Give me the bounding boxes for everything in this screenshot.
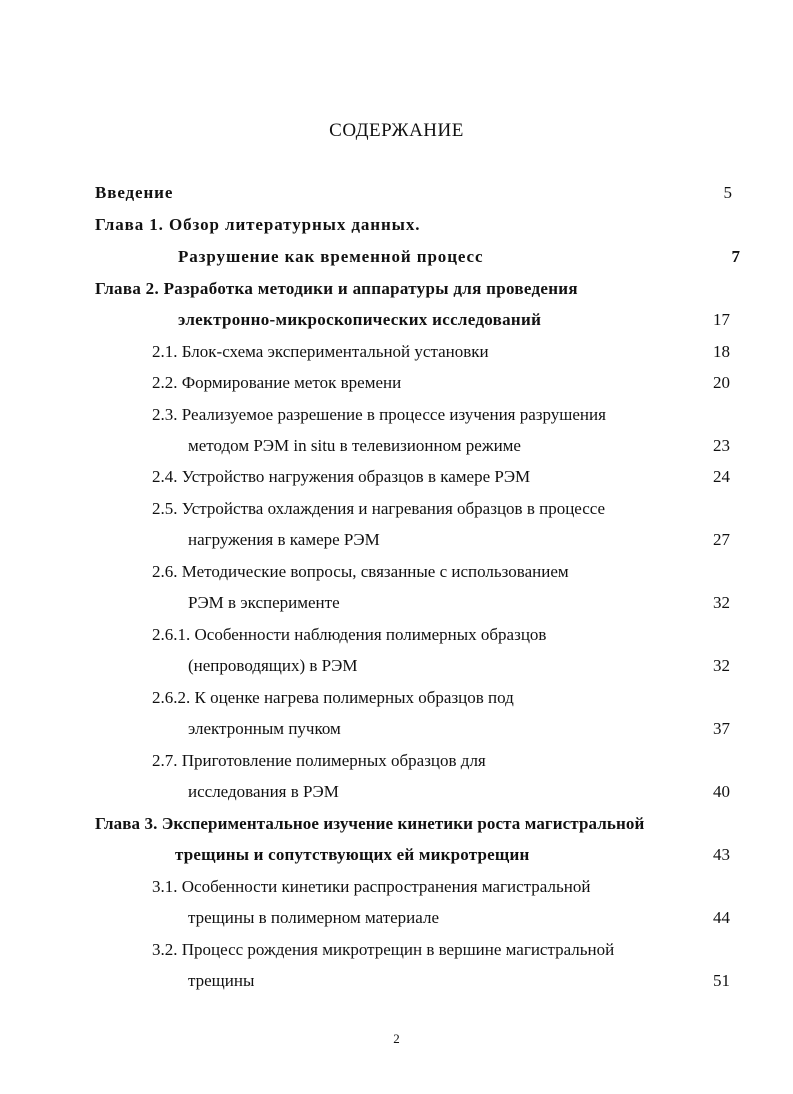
toc-entry-3-2: 3.2. Процесс рождения микротрещин в вершине магистральной xyxy=(152,940,615,959)
toc-entry-2-6-1: 2.6.1. Особенности наблюдения полимерных образцов xyxy=(152,625,547,644)
toc-entry-chapter-3: Глава 3. Экспериментальное изучение кинетики роста магистральной xyxy=(95,814,645,833)
toc-entry-chapter-1: Глава 1. Обзор литературных данных. xyxy=(95,215,421,234)
toc-page-2-6-2: 37 xyxy=(713,719,730,738)
toc-entry-2-6-cont: РЭМ в эксперименте xyxy=(188,593,340,612)
toc-entry-3-2-cont: трещины xyxy=(188,971,255,990)
toc-page-chapter-2: 17 xyxy=(713,310,730,329)
toc-entry-2-3: 2.3. Реализуемое разрешение в процессе изучения разрушения xyxy=(152,405,606,424)
toc-entry-2-3-cont: методом РЭМ in situ в телевизионном режиме xyxy=(188,436,521,455)
toc-page-2-6-1: 32 xyxy=(713,656,730,675)
toc-page-2-7: 40 xyxy=(713,782,730,801)
toc-entry-2-5: 2.5. Устройства охлаждения и нагревания образцов в процессе xyxy=(152,499,606,518)
toc-page-2-1: 18 xyxy=(713,342,730,361)
toc-entry-chapter-2: Глава 2. Разработка методики и аппаратуры для проведения xyxy=(95,279,578,298)
page-title: СОДЕРЖАНИЕ xyxy=(329,120,464,141)
toc-entry-chapter-2-cont: электронно-микроскопических исследований xyxy=(178,310,542,329)
toc-entry-2-6-2: 2.6.2. К оценке нагрева полимерных образцов под xyxy=(152,688,514,707)
toc-entry-2-6: 2.6. Методические вопросы, связанные с использованием xyxy=(152,562,569,581)
toc-page-2-5: 27 xyxy=(713,530,730,549)
toc-page-2-6: 32 xyxy=(713,593,730,612)
toc-entry-2-2: 2.2. Формирование меток времени xyxy=(152,373,402,392)
toc-page-intro: 5 xyxy=(723,183,732,202)
toc-page-2-2: 20 xyxy=(713,373,730,392)
toc-page-chapter-1: 7 xyxy=(731,247,740,266)
toc-entry-3-1-cont: трещины в полимерном материале xyxy=(188,908,439,927)
toc-entry-chapter-1-cont: Разрушение как временной процесс xyxy=(178,247,484,266)
toc-entry-2-7-cont: исследования в РЭМ xyxy=(188,782,339,801)
toc-page-3-1: 44 xyxy=(713,908,730,927)
toc-page-chapter-3: 43 xyxy=(713,845,730,864)
toc-entry-3-1: 3.1. Особенности кинетики распространения магистральной xyxy=(152,877,591,896)
toc-entry-2-4: 2.4. Устройство нагружения образцов в камере РЭМ xyxy=(152,467,531,486)
toc-page-2-3: 23 xyxy=(713,436,730,455)
toc-entry-chapter-3-cont: трещины и сопутствующих ей микротрещин xyxy=(175,845,530,864)
toc-entry-2-7: 2.7. Приготовление полимерных образцов для xyxy=(152,751,486,770)
toc-page-2-4: 24 xyxy=(713,467,730,486)
toc-entry-intro: Введение xyxy=(95,183,174,202)
page-number: 2 xyxy=(393,1031,400,1046)
toc-entry-2-6-2-cont: электронным пучком xyxy=(188,719,341,738)
toc-entry-2-5-cont: нагружения в камере РЭМ xyxy=(188,530,380,549)
toc-entry-2-1: 2.1. Блок-схема экспериментальной установки xyxy=(152,342,489,361)
toc-page-3-2: 51 xyxy=(713,971,730,990)
toc-entry-2-6-1-cont: (непроводящих) в РЭМ xyxy=(188,656,358,675)
